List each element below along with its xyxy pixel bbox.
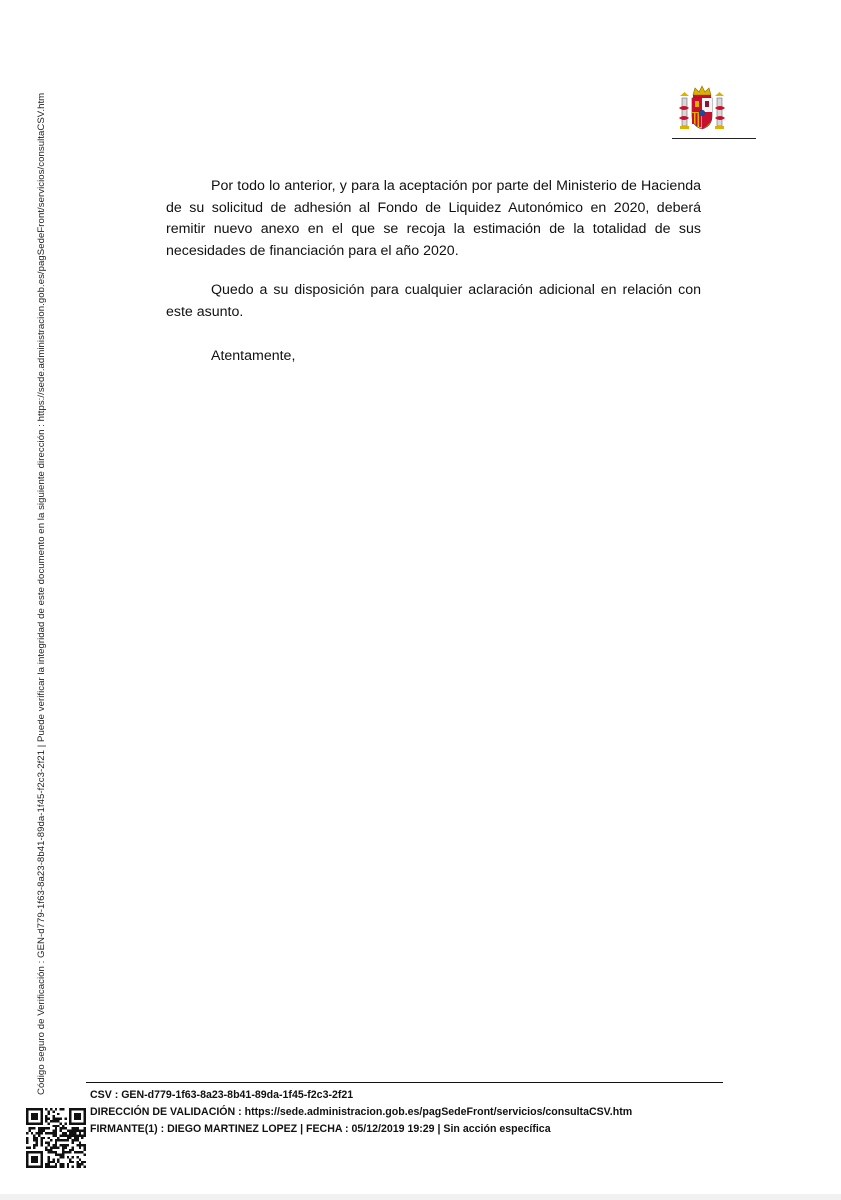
signer-line: FIRMANTE(1) : DIEGO MARTINEZ LOPEZ | FECHA : 05/12/2019 19:29 | Sin acción específica: [90, 1123, 551, 1136]
verification-sidebar-text: Código seguro de Verificación : GEN-d779-1f63-8a23-8b41-89da-1f45-f2c3-2f21 | Puede verificar la integridad de este documento en la siguiente dirección : https://sede.administracion.gob.es/pagSedeFront/servicios/consultaCSV.htm: [36, 92, 47, 1095]
paragraph-disposicion: Quedo a su disposición para cualquier aclaración adicional en relación con este asunto.: [166, 282, 701, 320]
coat-of-arms-icon: [678, 84, 726, 138]
paragraph-fondo-liquidez: Por todo lo anterior, y para la aceptación por parte del Ministerio de Hacienda de su solicitud de adhesión al Fondo de Liquidez Autonómico en 2020, deberá remitir nuevo anexo en el que se recoja la estimación de la totalidad de sus necesidades de financiación para el año 2020.: [166, 178, 701, 259]
footer-rule: [86, 1082, 723, 1083]
header-rule: [672, 138, 756, 139]
closing-salutation: Atentamente,: [211, 347, 296, 364]
page-bottom-edge: [0, 1194, 841, 1200]
qr-code-icon: [26, 1108, 86, 1168]
csv-line: CSV : GEN-d779-1f63-8a23-8b41-89da-1f45-f2c3-2f21: [90, 1089, 354, 1101]
letter-body: [166, 176, 701, 385]
signature-footer: [90, 1087, 632, 1139]
validation-line: DIRECCIÓN DE VALIDACIÓN : https://sede.administracion.gob.es/pagSedeFront/servicios/consultaCSV.htm: [90, 1106, 633, 1119]
